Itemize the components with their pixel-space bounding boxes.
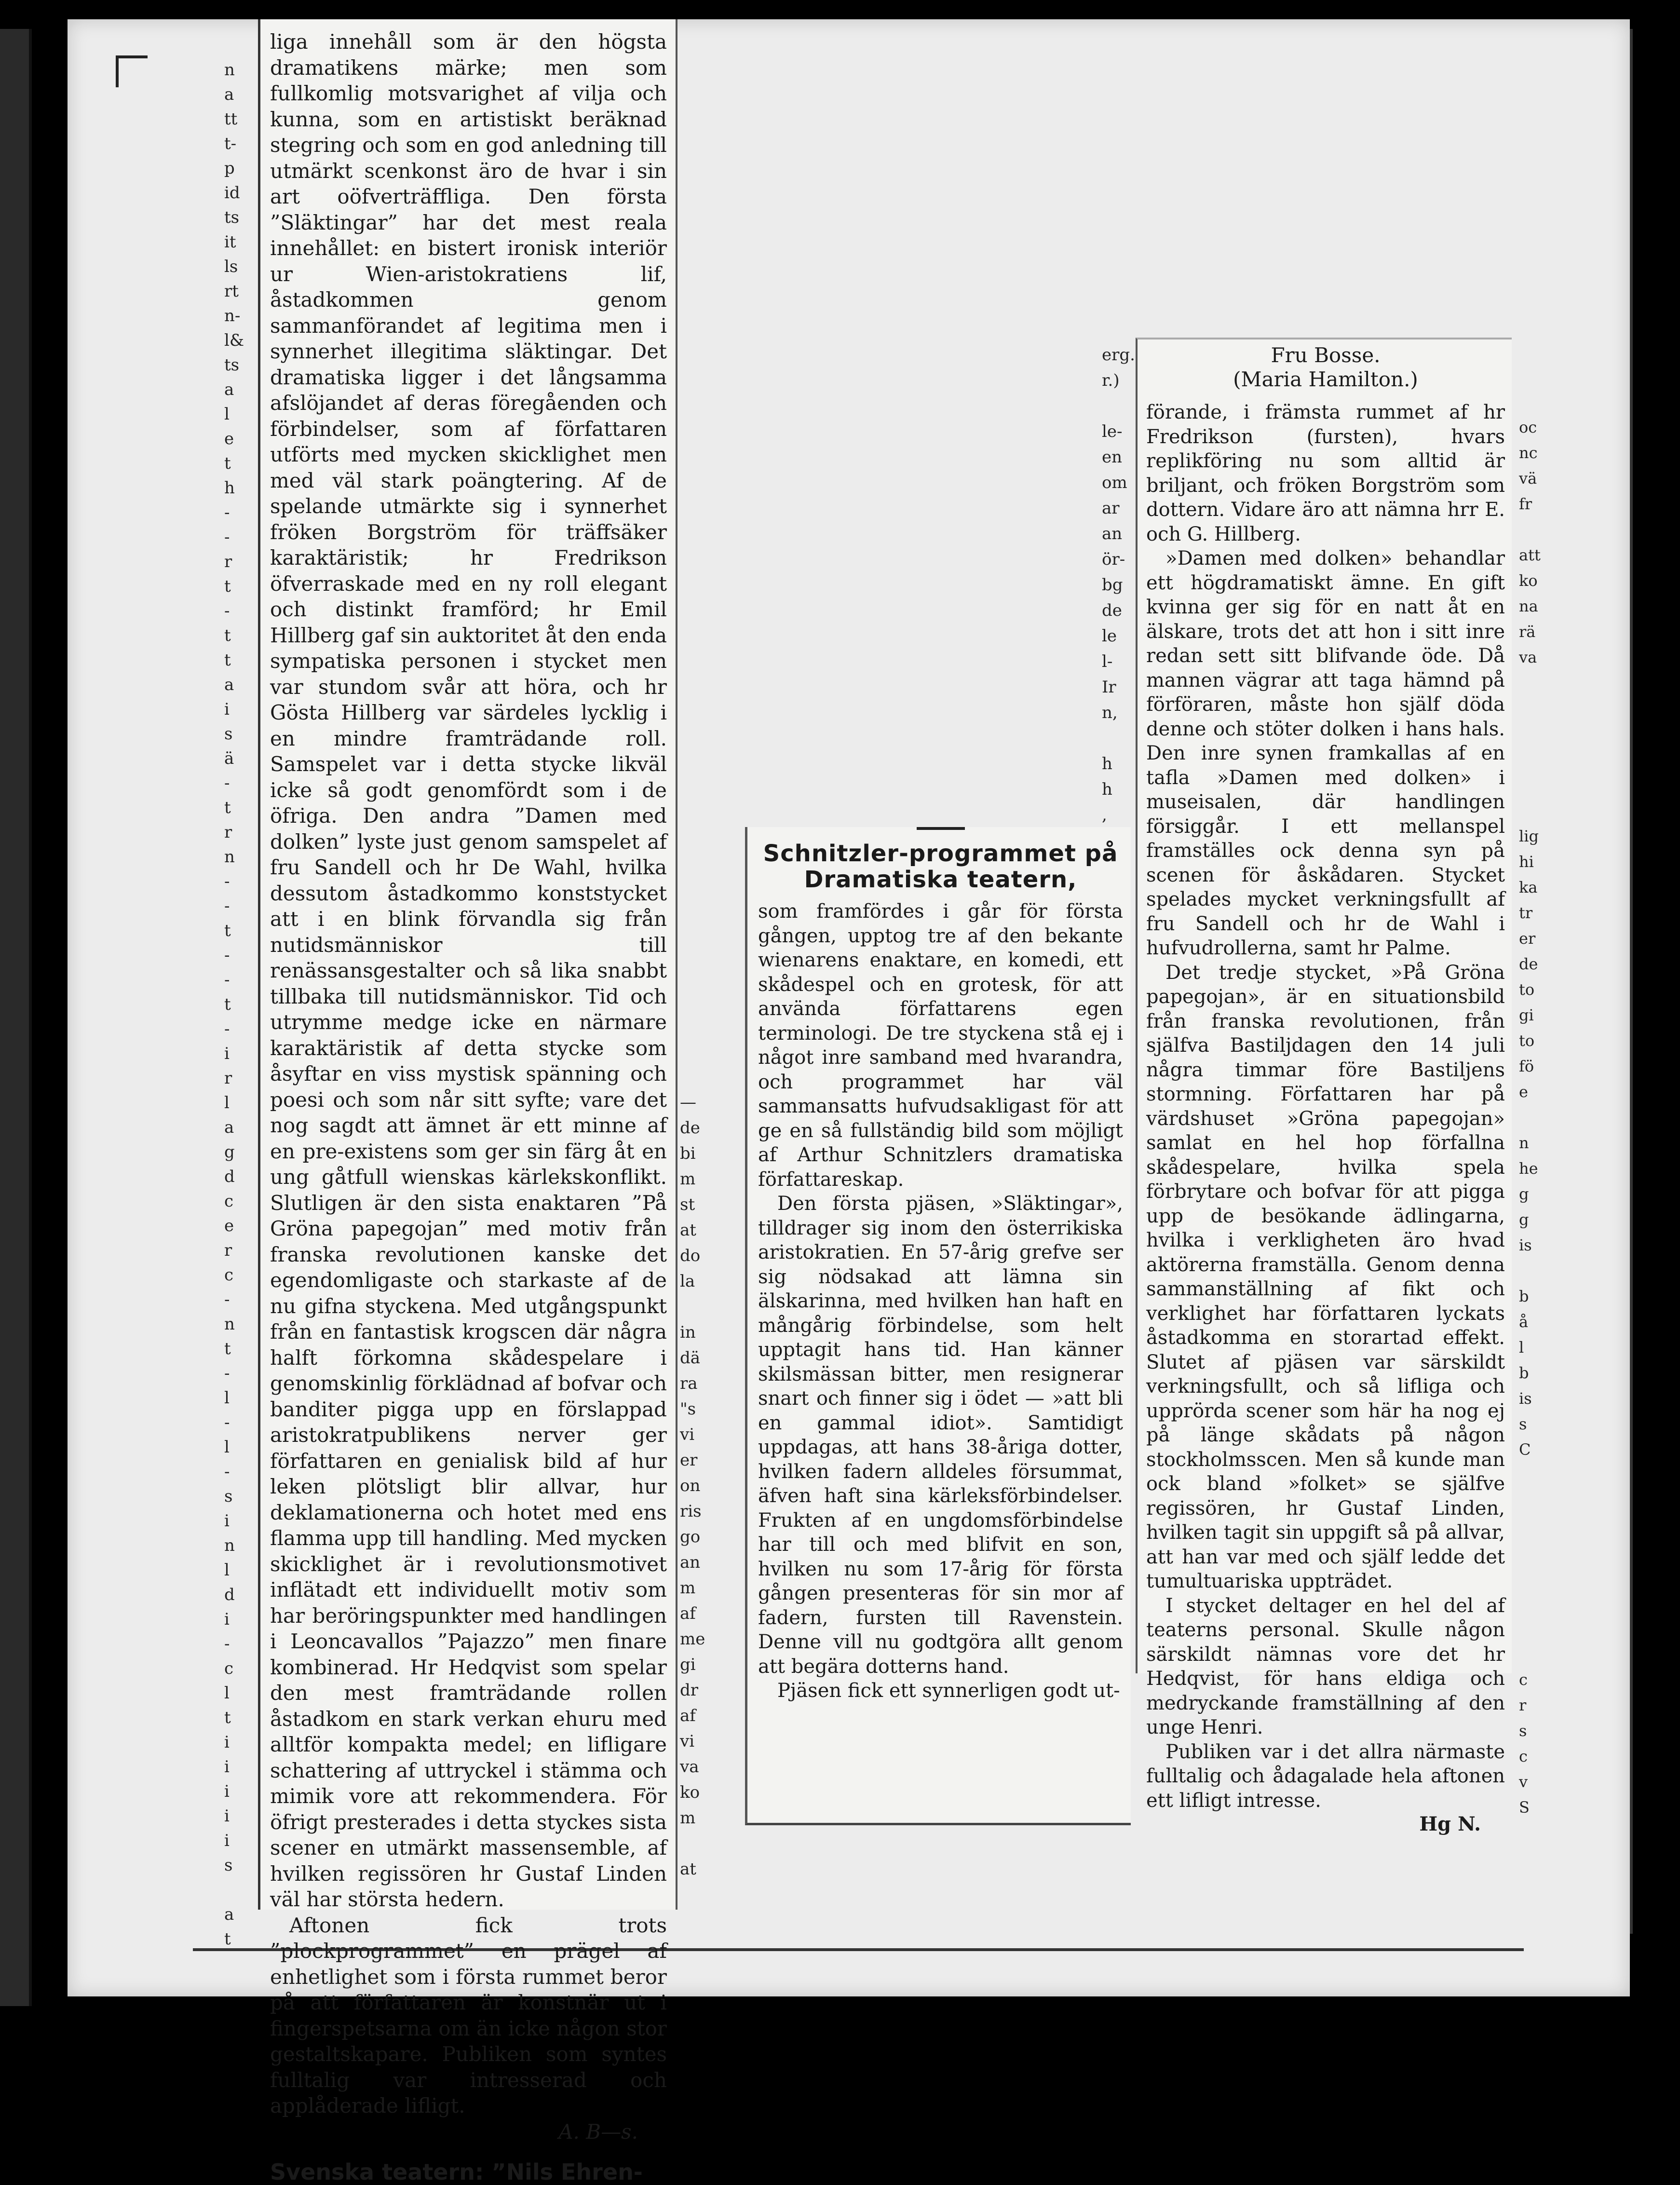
left-article-body	[270, 29, 667, 2119]
cast-list	[1146, 339, 1505, 392]
left-article-paragraph: liga innehåll som är den högsta dramatikens märke; men som fullkomlig motsvarighet af vilja och kunna, som en artistiskt beräknad stegring och som en god anledning till utmärkt scenkonst äro de hvar i sin art oöfverträffliga. Den första ”Släktingar” har det mest reala innehållet: en bistert ironisk interiör ur Wien-aristokratiens lif, åstadkommen genom sammanförandet af legitima men i synnerhet illegitima släktingar. Det dramatiska ligger i det långsamma afslöjandet af deras föregåenden och förbindelser, som af författaren utförts med mycken skicklighet men med väl stark poängtering. Af de spelande utmärkte sig i synnerhet fröken Borgström för träffsäker karaktäristik; hr Fredrikson öfverraskade med en ny roll elegant och distinkt framförd; hr Emil Hillberg gaf sin auktoritet åt den enda sympatiska personen i stycket men var stundom svår att höra, och hr Gösta Hillberg var särdeles lycklig i en mindre framträdande roll. Samspelet var i detta stycke likväl icke så godt genomfördt som i de öfriga. Den andra ”Damen med dolken” lyste just genom samspelet af fru Sandell och hr De Wahl, hvilka dessutom åstadkommo konststycket att i en blink förvandla sig från nutidsmänniskor till renässansgestalter och så lika snabbt tillbaka till nutidsmänniskor. Tid och utrymme medge icke en närmare karaktäristik af detta stycke som åsyftar en viss mystisk spänning och poesi och som når sitt syfte; vare det nog sagdt att ämnet är ett minne af en pre-existens som ger sin färg åt en ung gåtfull wienskas kärlekskonflikt. Slutligen är den sista enaktaren ”På Gröna papegojan” med motiv från franska revolutionen kanske det egendomligaste och starkaste af de nu gifna styckena. Med utgångspunkt från en fantastisk krogscen där några halft förkomna skådespelare i genomskinlig förklädnad af bofvar och banditer pigga upp en förslappad aristokratpublikens nerver ger författaren en genialisk bild af hur leken plötsligt blir allvar, hur deklamationerna och hotet med ens flamma upp till handling. Med mycken skicklighet är i revolutionsmotivet inflätadt ett individuellt motiv som har beröringspunkter med handlingen i Leoncavallos ”Pajazzo” men finare kombinerad. Hr Hedqvist som spelar den mest framträdande rollen åstadkom en stark verkan ehuru med alltför kompakta medel; en lifligare schattering af uttryckel i stämma och mimik vore att rekommendera. För öfrigt presterades i detta styckes sista scener en utmärkt massensemble, af hvilken regissören hr Gustaf Linden väl har största hedern.	[270, 30, 667, 1911]
fragment-column-center-right: erg. r.) le- en om ar an ör- bg de le l- Ir n, h h ,	[1102, 345, 1135, 825]
right-article-signature: Hg N.	[1419, 1813, 1481, 1835]
left-article-paragraph: Aftonen fick trots ”plockprogrammet” en prägel af enhetlighet som i första rummet beror på att författaren är konstnär ut i fingerspetsarna om än icke någon stor gestaltskapare. Publiken som syntes fulltalig var intresserad och applåderade lifligt.	[270, 1913, 667, 2117]
center-article-paragraph: Pjäsen fick ett synnerligen godt ut-	[777, 1680, 1120, 1702]
right-article-paragraph: Publiken var i det allra närmaste fulltalig och ådagalade hela aftonen ett lifligt intresse.	[1146, 1740, 1505, 1812]
fragment-column-far-right: oc nc vä fr att ko na rä va lig hi ka tr er de to gi to fö e n he g g is b å l b is s C c r s c v S	[1519, 418, 1541, 1817]
right-article-body	[1146, 400, 1505, 1813]
center-article-paragraph: Den första pjäsen, »Släktingar», tilldrager sig inom den österrikiska aristokratien. En 57-årig grefve ser sig nödsakad att lämna sin älskarinna, med hvilken han haft en mångårig förbindelse, som helt upptagit hans tid. Han känner skilsmässan bitter, men resignerar snart och finner sig i ödet — »att bli en gammal idiot». Samtidigt uppdagas, att hans 38-åriga dotter, hvilken fadern alldeles försummat, äfven haft sina kärleksförbindelser. Frukten af en ungdomsförbindelse har till och med blifvit en son, hvilken nu som 17-årig för första gången presenteras för sin mor af fadern, fursten till Ravenstein. Denne vill nu godtgöra allt genom att begära dotterns hand.	[758, 1193, 1123, 1678]
right-article-paragraph: Det tredje stycket, »På Gröna papegojan», är en situationsbild från franska revolutionen, från själfva Bastiljdagen den 14 juli några timmar före Bastiljens stormning. Författaren har på värdshuset »Gröna papegojan» samlat en hel hop förfallna skådespelare, hvilka spela förbrytare och bofvar för att pigga upp de besökande ädlingarna, hvilka i verkligheten äro hvad aktörerna framställa. Genom denna sammanställning af fikt och verklighet har författaren lyckats åstadkomma en storartad effekt. Slutet af pjäsen var särskildt verkningsfullt, och så lifliga och upprörda scener som här ha nog ej på länge skådats på någon stockholmsscen. Men så kunde man ock bland »folket» se själfve regissören, hr Gustaf Linden, hvilken tagit sin uppgift så på allvar, att han var med och själf ledde det tumultuariska uppträdet.	[1146, 961, 1505, 1592]
right-article-paragraph: I stycket deltager en hel del af teaterns personal. Skulle någon särskildt nämnas vore det hr Hedqvist, för hans eldiga och medryckande framställning af den unge Henri.	[1146, 1594, 1505, 1738]
center-article-body	[758, 899, 1123, 1703]
fragment-column-far-left: n a tt t- p id ts it ls rt n- l& ts a l e t h - - r t - t t a i s ä - t r n - - t - - t - i r l a g d c e r c - n t - l - l - s i n l d i - c l t i i i i i s a t	[224, 60, 244, 1949]
right-article-paragraph: »Damen med dolken» behandlar ett högdramatiskt ämne. En gift kvinna ger sig för en natt åt en älskare, trots det att hon i sitt inre redan sett sitt blifvande öde. Då mannen vägrar att taga hämnd på förföraren, måste hon själf döda denne och stöter dolken i hans hals. Den inre synen framkallas af en tafla »Damen med dolken» i museisalen, där handlingen försiggår. I ett mellanspel framställes ock denna syn på scenen för åskådaren. Stycket spelades mycket verkningsfullt af fru Sandell och hr de Wahl i hufvudrollerna, samt hr Palme.	[1146, 547, 1505, 959]
left-article-signature: A. B—s.	[558, 2119, 638, 2144]
crop-mark	[116, 55, 148, 87]
headline-rule	[917, 827, 965, 830]
right-article-clipping	[1136, 338, 1512, 1835]
right-article-paragraph: förande, i främsta rummet af hr Fredrikson (fursten), hvars replikföring nu som alltid är briljant, och fröken Borgström som dottern. Vidare äro att nämna hrr E. och G. Hillberg.	[1146, 401, 1505, 545]
center-article-headline: Schnitzler-programmet på Dramatiska teatern,	[763, 840, 1118, 893]
left-article-clipping	[258, 19, 677, 2185]
next-article-headline: Svenska teatern: ”Nils Ehren-	[270, 2158, 643, 2185]
fragment-column-center-left: — de bi m st at do la in dä ra "s vi er on ris go an m af me gi dr af vi va ko m at	[680, 1093, 705, 1879]
cast-role: (Maria Hamilton.)	[1233, 367, 1418, 391]
right-margin-rule	[1630, 29, 1633, 1934]
adjacent-page-edge	[0, 29, 32, 2006]
cast-name: Fru Bosse.	[1271, 343, 1381, 367]
center-article-paragraph: som framfördes i går för första gången, upptog tre af den bekante wienarens enaktare, en komedi, ett skådespel och en grotesk, för att använda författarens egen terminologi. De tre styckena stå ej i något inre samband med hvarandra, och programmet har väl sammansatts hufvudsakligast för att ge en så fullständig bild som möjligt af Arthur Schnitzlers dramatiska författareskap.	[758, 900, 1123, 1191]
center-article-clipping	[745, 827, 1131, 1825]
